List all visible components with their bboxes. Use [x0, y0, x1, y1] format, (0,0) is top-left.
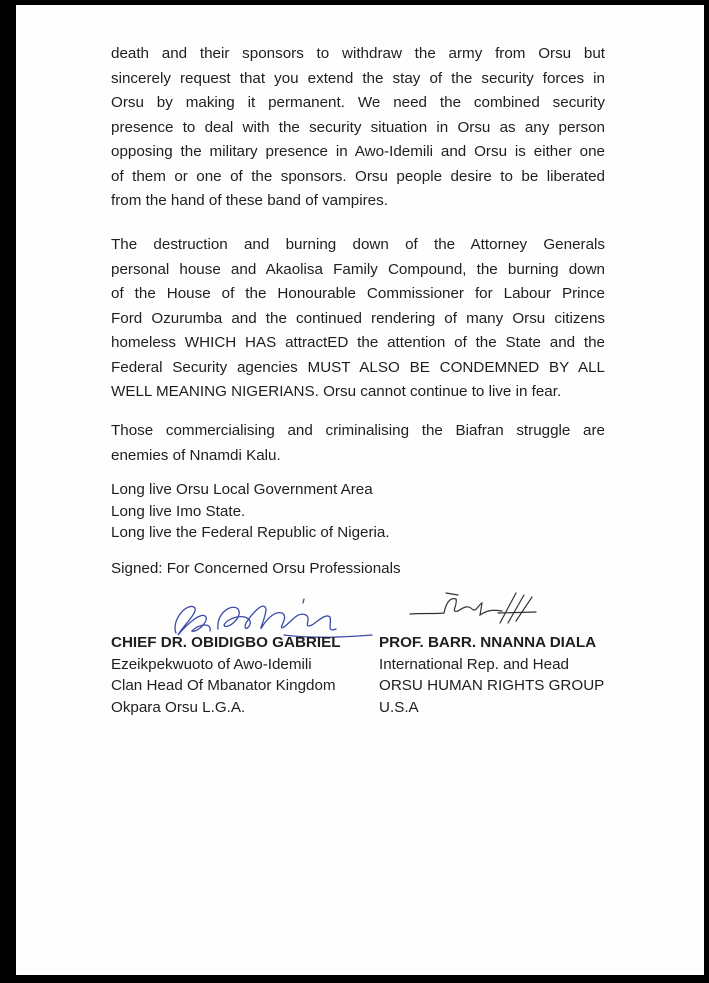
signatory-title: Okpara Orsu L.G.A. [111, 698, 246, 716]
signatory-title: U.S.A [379, 698, 419, 716]
document-page [16, 5, 704, 975]
text-line: of the House of the Honourable Commissioner for Labour Prince [111, 285, 605, 302]
signatory-2 [379, 632, 604, 718]
signed-text: Signed: For Concerned Orsu Professionals [111, 560, 401, 577]
text-line: Federal Security agencies MUST ALSO BE CONDEMNED BY ALL [111, 358, 605, 376]
signatory-title: ORSU HUMAN RIGHTS GROUP [379, 677, 605, 694]
text-line: WELL MEANING NIGERIANS. Orsu cannot continue to live in fear. [111, 383, 562, 400]
signature-stroke [218, 606, 336, 630]
text-line: death and their sponsors to withdraw the army from Orsu but [111, 45, 605, 62]
signature-stroke [498, 612, 536, 613]
signature-stroke [500, 593, 532, 623]
text-line: homeless WHICH HAS attractED the attention of the State and the [111, 334, 605, 351]
signature-stroke [410, 599, 502, 615]
signature-stroke [303, 599, 304, 603]
text-line: enemies of Nnamdi Kalu. [111, 446, 281, 464]
signatory-1 [111, 632, 341, 718]
text-line: Ford Ozurumba and the continued rendering of many Orsu citizens [111, 309, 605, 327]
text-line: opposing the military presence in Awo-Idemili and Orsu is either one [111, 143, 605, 160]
paragraph-1 [111, 42, 605, 214]
long-live-block [111, 479, 605, 544]
signature-stroke [175, 606, 210, 635]
paragraph-2 [111, 233, 605, 405]
signature-stroke [446, 593, 458, 595]
text-line: personal house and Akaolisa Family Compound, the burning down [111, 260, 605, 278]
text-line: Orsu by making it permanent. We need the combined security [111, 94, 605, 111]
text-line: from the hand of these band of vampires. [111, 192, 388, 209]
text-line: presence to deal with the security situation in Orsu as any person [111, 118, 605, 136]
signatory-title: International Rep. and Head [379, 655, 569, 673]
signed-line [111, 557, 605, 582]
text-line: Long live the Federal Republic of Nigeria. [111, 524, 390, 541]
text-line: of them or one of the sponsors. Orsu people desire to be liberated [111, 167, 605, 185]
signatory-name: PROF. BARR. NNANNA DIALA [379, 634, 597, 651]
signatory-title: Clan Head Of Mbanator Kingdom [111, 677, 336, 694]
signatory-title: Ezeikpekwuoto of Awo-Idemili [111, 655, 312, 673]
text-line: Long live Orsu Local Government Area [111, 481, 373, 498]
text-line: sincerely request that you extend the stay of the security forces in [111, 69, 605, 87]
text-line: The destruction and burning down of the Attorney Generals [111, 236, 605, 253]
signature-diala [406, 587, 556, 627]
text-line: Those commercialising and criminalising the Biafran struggle are [111, 422, 605, 439]
signatory-name: CHIEF DR. OBIDIGBO GABRIEL [111, 634, 341, 651]
paragraph-3 [111, 419, 605, 468]
text-line: Long live Imo State. [111, 502, 246, 520]
